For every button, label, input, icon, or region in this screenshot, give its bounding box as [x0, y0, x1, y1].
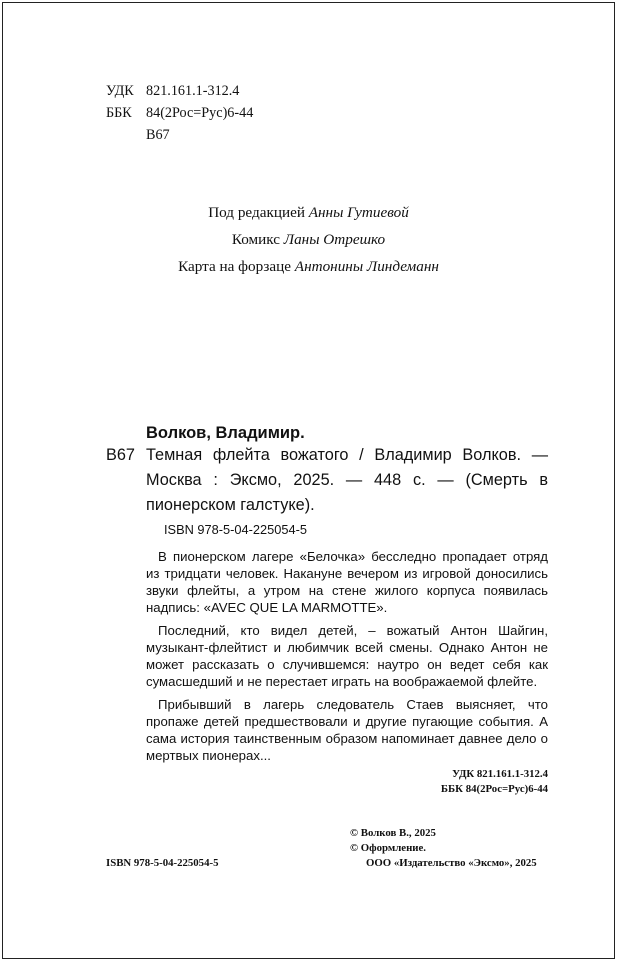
- udk-label: УДК: [106, 83, 134, 99]
- author-sign-bib: В67: [106, 446, 135, 464]
- footer-bbk: ББК 84(2Рос=Рус)6-44: [440, 783, 548, 795]
- bbk-line: [106, 104, 254, 123]
- credit-editor: [0, 204, 617, 222]
- credit-comics-name: Ланы Отрешко: [283, 231, 386, 248]
- annotation-paragraph: Прибывший в лагерь следователь Стаев выясняет, что пропаже детей предшествовали и другие пугающие события. А сама история таинственным образом напоминает давнее дело о мертвых пионерах...: [146, 697, 548, 763]
- annotation-paragraph: Последний, кто видел детей, – вожатый Антон Шайгин, музыкант-флейтист и любимчик всей смены. Однако Антон не может рассказать о случившемся: наутро он ведет себя как сумасшедший и не перестает играть на воображаемой флейте.: [146, 623, 548, 689]
- author-heading: Волков, Владимир.: [146, 424, 305, 442]
- udk-line: [106, 82, 240, 101]
- credit-comics: [0, 231, 617, 249]
- credit-editor-name: Анны Гутиевой: [308, 204, 409, 221]
- copyright-publisher: ООО «Издательство «Эксмо», 2025: [366, 857, 537, 869]
- bibliographic-description: Темная флейта вожатого / Владимир Волков. — Москва : Эксмо, 2025. — 448 с. — (Смерть в пионерском галстуке).: [146, 446, 548, 514]
- copyright-author: © Волков В., 2025: [350, 827, 436, 839]
- udk-value: 821.161.1-312.4: [146, 83, 240, 99]
- footer-udk: УДК 821.161.1-312.4: [452, 768, 548, 780]
- copyright-design: © Оформление.: [350, 842, 427, 854]
- credit-map: [0, 258, 617, 276]
- credit-map-prefix: Карта на форзаце: [178, 258, 295, 275]
- credit-editor-prefix: Под редакцией: [208, 204, 309, 221]
- credit-map-name: Антонины Линдеманн: [294, 258, 439, 275]
- author-sign-top: В67: [146, 127, 170, 143]
- annotation-paragraph: В пионерском лагере «Белочка» бесследно пропадает отряд из тридцати человек. Накануне вечером из игровой доносились звуки флейты, а утром на стене жилого корпуса появилась надпись: «AVEC QUE LA MARMOTTE».: [146, 549, 548, 615]
- bbk-label: ББК: [106, 105, 132, 121]
- bbk-value: 84(2Рос=Рус)6-44: [146, 105, 254, 121]
- isbn-bottom: ISBN 978-5-04-225054-5: [106, 857, 219, 869]
- isbn-bib: ISBN 978-5-04-225054-5: [164, 522, 307, 537]
- annotation: [146, 548, 548, 770]
- credit-comics-prefix: Комикс: [231, 231, 284, 248]
